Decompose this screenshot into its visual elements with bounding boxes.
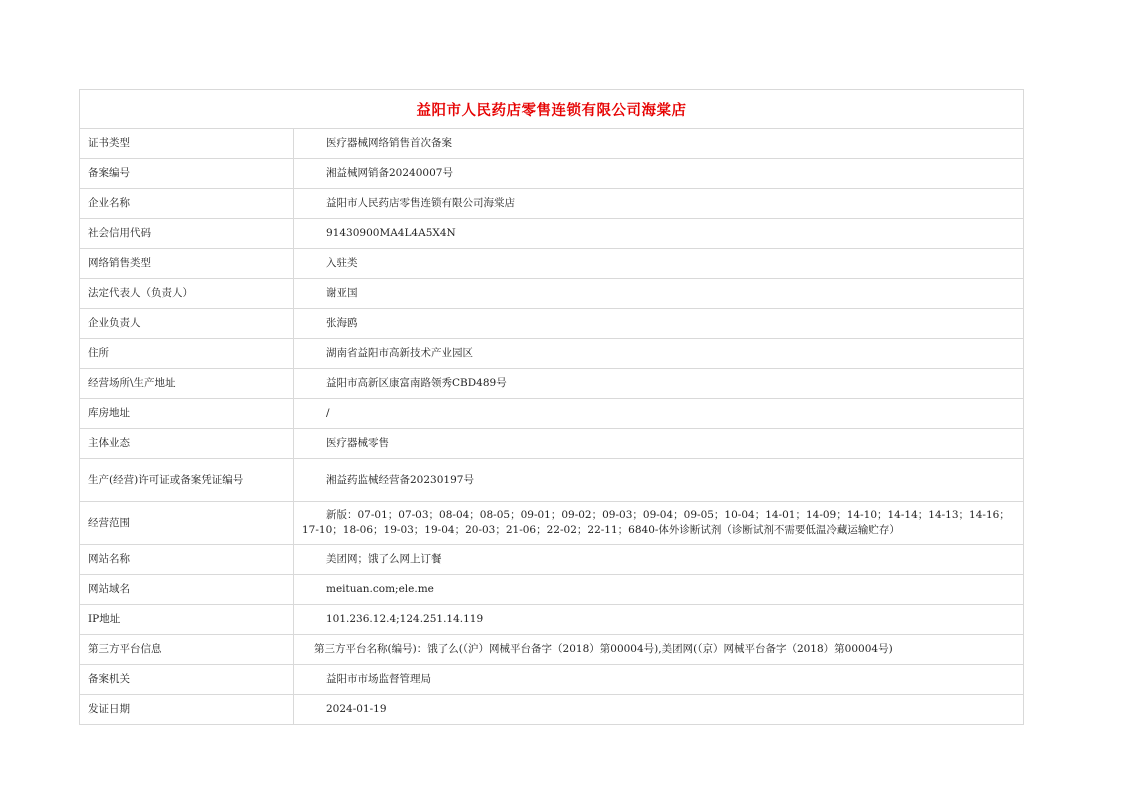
field-value: 谢亚国: [294, 279, 1024, 309]
field-value: 张海鸥: [294, 309, 1024, 339]
field-value: /: [294, 399, 1024, 429]
table-row: [80, 665, 1024, 695]
table-row: [80, 339, 1024, 369]
field-label: 网站名称: [80, 545, 294, 575]
field-label: 主体业态: [80, 429, 294, 459]
field-label: 经营范围: [80, 502, 294, 545]
field-value: 入驻类: [294, 249, 1024, 279]
field-label: 备案编号: [80, 159, 294, 189]
table-row: [80, 279, 1024, 309]
table-row: [80, 189, 1024, 219]
field-label: IP地址: [80, 605, 294, 635]
field-label: 企业名称: [80, 189, 294, 219]
table-row: [80, 575, 1024, 605]
table-row: [80, 429, 1024, 459]
field-value: 101.236.12.4;124.251.14.119: [294, 605, 1024, 635]
field-value: 益阳市高新区康富南路领秀CBD489号: [294, 369, 1024, 399]
table-row: [80, 459, 1024, 502]
field-label: 第三方平台信息: [80, 635, 294, 665]
field-value: 湖南省益阳市高新技术产业园区: [294, 339, 1024, 369]
table-row: [80, 399, 1024, 429]
field-label: 社会信用代码: [80, 219, 294, 249]
field-value: 医疗器械网络销售首次备案: [294, 129, 1024, 159]
table-row: [80, 129, 1024, 159]
table-row: [80, 309, 1024, 339]
field-value: 2024-01-19: [294, 695, 1024, 725]
field-value: 益阳市市场监督管理局: [294, 665, 1024, 695]
field-value: 湘益械网销备20240007号: [294, 159, 1024, 189]
table-row: [80, 635, 1024, 665]
table-row: [80, 605, 1024, 635]
certificate-table: [79, 89, 1024, 725]
title-row: [80, 90, 1024, 129]
business-scope-value: 新版：07-01；07-03；08-04；08-05；09-01；09-02；09-03；09-04；09-05；10-04；14-01；14-09；14-10；14-14；14-13；14-16；17-10；18-06；19-03；19-04；20-03；21-06；22-02；22-11；6840-体外诊断试剂（诊断试剂不需要低温冷藏运输贮存）: [294, 502, 1024, 545]
field-label: 网站域名: [80, 575, 294, 605]
table-row: [80, 695, 1024, 725]
field-value: 91430900MA4L4A5X4N: [294, 219, 1024, 249]
field-label: 企业负责人: [80, 309, 294, 339]
field-value: meituan.com;ele.me: [294, 575, 1024, 605]
field-value: 湘益药监械经营备20230197号: [294, 459, 1024, 502]
field-value: 美团网；饿了么网上订餐: [294, 545, 1024, 575]
document-title: 益阳市人民药店零售连锁有限公司海棠店: [80, 90, 1024, 129]
table-row: [80, 219, 1024, 249]
table-row: [80, 502, 1024, 545]
field-value: 益阳市人民药店零售连锁有限公司海棠店: [294, 189, 1024, 219]
field-label: 证书类型: [80, 129, 294, 159]
field-label: 发证日期: [80, 695, 294, 725]
table-row: [80, 159, 1024, 189]
field-label: 库房地址: [80, 399, 294, 429]
field-label: 网络销售类型: [80, 249, 294, 279]
field-label: 住所: [80, 339, 294, 369]
field-label: 生产(经营)许可证或备案凭证编号: [80, 459, 294, 502]
field-label: 经营场所\生产地址: [80, 369, 294, 399]
table-row: [80, 545, 1024, 575]
field-label: 法定代表人（负责人）: [80, 279, 294, 309]
table-row: [80, 369, 1024, 399]
field-value: 第三方平台名称(编号)：饿了么(（沪）网械平台备字（2018）第00004号),美团网(（京）网械平台备字（2018）第00004号): [294, 635, 1024, 665]
field-label: 备案机关: [80, 665, 294, 695]
field-value: 医疗器械零售: [294, 429, 1024, 459]
table-row: [80, 249, 1024, 279]
